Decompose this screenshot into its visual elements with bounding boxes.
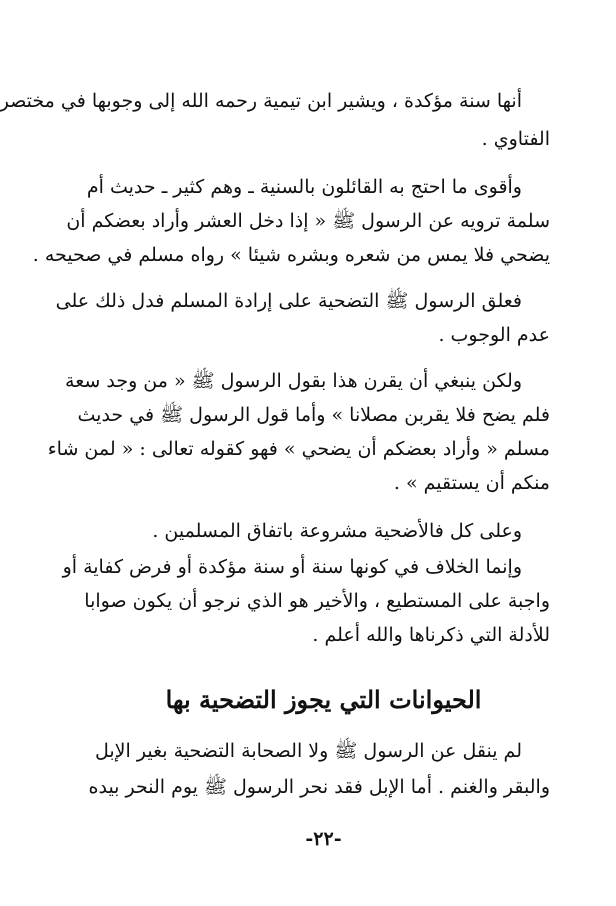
text-line: أنها سنة مؤكدة ، ويشير ابن تيمية رحمه الله إلى وجوبها في مختصر [0,90,522,112]
text-line: عدم الوجوب . [438,324,550,346]
text-line: سلمة ترويه عن الرسول ﷺ « إذا دخل العشر وأراد بعضكم أن [66,210,550,232]
text-line: فلم يضح فلا يقربن مصلانا » وأما قول الرسول ﷺ في حديث [77,404,550,426]
text-line: منكم أن يستقيم » . [393,472,550,494]
text-line: واجبة على المستطيع ، والأخير هو الذي نرجو أن يكون صوابا [84,590,550,612]
text-line: فعلق الرسول ﷺ التضحية على إرادة المسلم فدل ذلك على [55,290,522,312]
text-line: والبقر والغنم . أما الإبل فقد نحر الرسول ﷺ يوم النحر بيده [88,776,550,798]
section-heading: الحيوانات التي يجوز التضحية بها [165,685,482,714]
text-line: يضحي فلا يمس من شعره وبشره شيئا » رواه مسلم في صحيحه . [32,244,550,266]
text-line: الفتاوي . [481,128,550,150]
text-line: لم ينقل عن الرسول ﷺ ولا الصحابة التضحية بغير الإبل [95,740,522,762]
text-line: وإنما الخلاف في كونها سنة أو سنة مؤكدة أو فرض كفاية أو [62,556,522,578]
text-line: مسلم « وأراد بعضكم أن يضحي » فهو كقوله تعالى : « لمن شاء [47,438,550,460]
text-line: للأدلة التي ذكرناها والله أعلم . [312,624,550,646]
page-number: -٢٢- [305,828,342,850]
text-line: وعلى كل فالأضحية مشروعة باتفاق المسلمين . [152,520,522,542]
text-line: ولكن ينبغي أن يقرن هذا بقول الرسول ﷺ « من وجد سعة [65,370,522,392]
text-line: وأقوى ما احتج به القائلون بالسنية ـ وهم كثير ـ حديث أم [86,176,522,198]
